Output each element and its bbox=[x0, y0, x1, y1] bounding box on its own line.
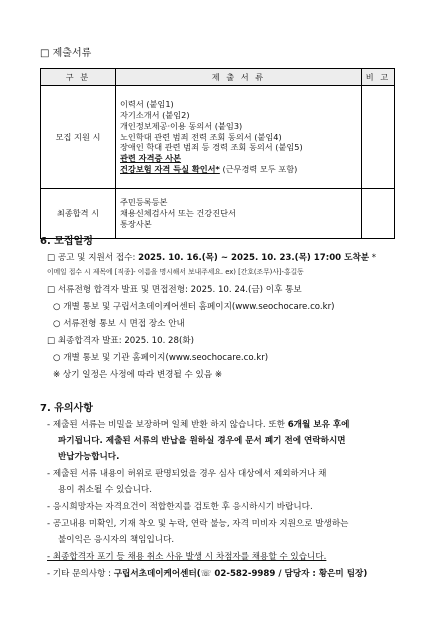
table-row bbox=[41, 86, 395, 189]
header-category: 구 분 bbox=[41, 69, 116, 86]
note-line: - 제출된 서류 내용이 허위로 판명되었을 경우 심사 대상에서 제외하거나 채 bbox=[47, 469, 327, 479]
list-item: 장애인 학대 관련 범죄 등 경력 조회 동의서 (붙임5) bbox=[120, 142, 303, 153]
row-note bbox=[362, 189, 395, 239]
submission-title: □ 제출서류 bbox=[40, 48, 92, 59]
schedule-line: ○ 개별 통보 및 기관 홈페이지(www.seochocare.co.kr) bbox=[53, 353, 269, 363]
note-line: - 공고내용 미확인, 기재 착오 및 누락, 연락 불능, 자격 미비자 지원으로 발생하는 bbox=[47, 519, 349, 529]
schedule-line: □ 서류전형 합격자 발표 및 면접전형: 2025. 10. 24.(금) 이후 통보 bbox=[47, 285, 302, 295]
note-line: 용이 취소될 수 있습니다. bbox=[58, 485, 152, 495]
note-line: 반납가능합니다. bbox=[58, 452, 120, 462]
schedule-email-note: 이메일 접수 시 제목에 [직종]- 이름을 명시해서 보내주세요. ex) [간호(조무)사]-홍길동 bbox=[47, 268, 304, 276]
row-category: 모집 지원 시 bbox=[41, 86, 116, 189]
note-line bbox=[47, 418, 349, 430]
header-docs: 제 출 서 류 bbox=[116, 69, 362, 86]
list-item bbox=[120, 164, 357, 175]
list-item: 이력서 (붙임1) bbox=[120, 99, 174, 110]
schedule-dates: 2025. 10. 16.(목) ~ 2025. 10. 23.(목) 17:00 도착분 bbox=[138, 253, 370, 263]
row-items bbox=[116, 86, 362, 189]
note-line: - 응시희망자는 자격요건이 적합한지를 검토한 후 응시하시기 바랍니다. bbox=[47, 502, 313, 512]
header-note: 비 고 bbox=[362, 69, 395, 86]
note-line: 파기됩니다. 제출된 서류의 반납을 원하실 경우에 문서 폐기 전에 연락하시면 bbox=[58, 436, 346, 446]
contact-info: 구립서초데이케어센터(☏ 02-582-9989 / 담당자 : 황은미 팀장) bbox=[113, 569, 368, 579]
note-line bbox=[47, 567, 367, 579]
list-item: 주민등록등본 bbox=[120, 197, 168, 208]
list-item: 관련 자격증 사본 bbox=[120, 153, 182, 164]
note-text: - 제출된 서류는 비밀을 보장하며 일체 반환 하지 않습니다. 또한 bbox=[47, 420, 288, 430]
submission-table bbox=[40, 68, 395, 239]
table-header-row bbox=[41, 69, 395, 86]
schedule-line bbox=[47, 251, 376, 263]
schedule-line: ※ 상기 일정은 사정에 따라 변경될 수 있음 ※ bbox=[53, 370, 223, 380]
schedule-line: □ 최종합격자 발표: 2025. 10. 28(화) bbox=[47, 336, 194, 346]
note-line: - 최종합격자 포기 등 채용 취소 사유 발생 시 차점자를 채용할 수 있습니다. bbox=[47, 552, 327, 562]
list-item: 개인정보제공·이용 동의서 (붙임3) bbox=[120, 120, 243, 131]
schedule-line: ○ 개별 통보 및 구립서초데이케어센터 홈페이지(www.seochocare.co.kr) bbox=[53, 302, 335, 312]
row-note bbox=[362, 86, 395, 189]
list-item: 채용신체검사서 또는 건강진단서 bbox=[120, 208, 236, 219]
row-items bbox=[116, 189, 362, 239]
schedule-star: * bbox=[369, 253, 377, 263]
table-row bbox=[41, 189, 395, 239]
list-item: 통장사본 bbox=[120, 218, 152, 229]
list-item-note: (근무경력 모두 포함) bbox=[219, 163, 298, 174]
list-item: 노인학대 관련 범죄 전력 조회 동의서 (붙임4) bbox=[120, 131, 282, 142]
schedule-line: ○ 서류전형 통보 시 면접 장소 안내 bbox=[53, 319, 185, 329]
list-item: 자기소개서 (붙임2) bbox=[120, 110, 190, 120]
list-item-bold: 건강보험 자격 득실 확인서* bbox=[120, 163, 220, 174]
schedule-prefix: □ 공고 및 지원서 접수: bbox=[47, 253, 139, 263]
notes-title: 7. 유의사항 bbox=[40, 403, 93, 414]
row-category: 최종합격 시 bbox=[41, 189, 116, 239]
schedule-title: 6. 모집일정 bbox=[40, 236, 93, 247]
note-line: 불이익은 응시자의 책임입니다. bbox=[58, 535, 175, 545]
note-bold: 6개월 보유 후에 bbox=[287, 420, 350, 430]
note-text: - 기타 문의사항 : bbox=[47, 569, 114, 579]
